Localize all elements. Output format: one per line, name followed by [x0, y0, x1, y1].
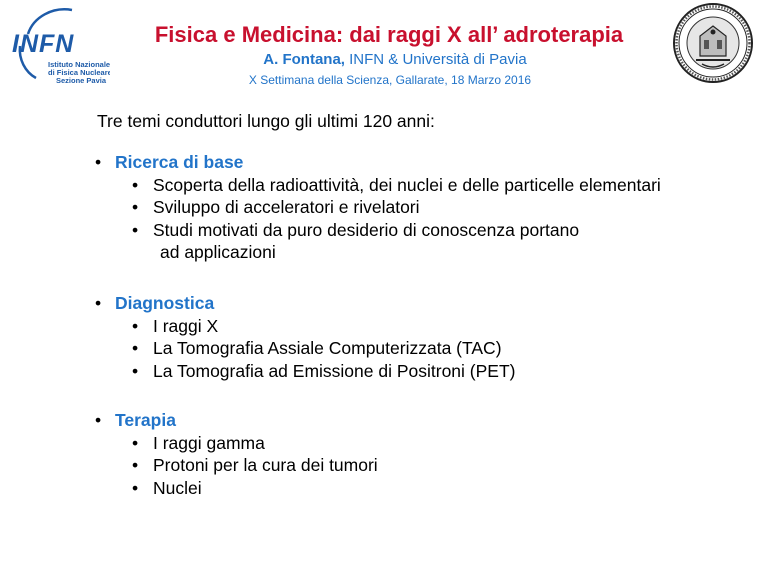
- bullet-icon: •: [132, 338, 139, 358]
- intro-text: Tre temi conduttori lungo gli ultimi 120 anni:: [97, 111, 435, 131]
- section-title: Terapia: [115, 410, 176, 430]
- section-heading: [90, 409, 378, 432]
- university-seal-icon: [672, 2, 754, 84]
- list-item: [90, 337, 515, 360]
- author-affiliation: INFN & Università di Pavia: [344, 51, 527, 68]
- list-item-text: Nuclei: [153, 477, 202, 498]
- list-item-text: Scoperta della radioattività, dei nuclei e delle particelle elementari: [153, 174, 661, 195]
- slide-title: Fisica e Medicina: dai raggi X all’ adroterapia: [154, 22, 624, 47]
- event-subtitle: X Settimana della Scienza, Gallarate, 18 Marzo 2016: [248, 73, 532, 87]
- list-item: [90, 454, 378, 477]
- list-item-text: I raggi X: [153, 315, 219, 336]
- list-item-text: Protoni per la cura dei tumori: [153, 455, 378, 475]
- infn-brand: INFN: [12, 30, 75, 58]
- author-name: A. Fontana,: [263, 51, 345, 68]
- list-item: [90, 174, 661, 197]
- bullet-icon: •: [132, 360, 139, 381]
- list-item: [90, 432, 378, 455]
- bullet-icon: •: [132, 315, 139, 336]
- list-item: [90, 360, 515, 383]
- bullet-icon: •: [132, 174, 139, 195]
- infn-logo: [6, 4, 110, 86]
- list-item: [90, 196, 661, 219]
- section-terapia: [90, 409, 378, 499]
- list-item-text: Sviluppo di acceleratori e rivelatori: [153, 197, 420, 217]
- author-line: [240, 51, 550, 68]
- section-ricerca: [90, 151, 661, 264]
- list-item: [90, 315, 515, 338]
- section-title: Diagnostica: [115, 293, 215, 313]
- list-item-text: Studi motivati da puro desiderio di conoscenza portano: [153, 219, 580, 240]
- bullet-icon: •: [95, 152, 102, 172]
- section-heading: [90, 292, 515, 315]
- infn-caption-2: di Fisica Nucleare: [48, 68, 110, 77]
- bullet-icon: •: [132, 455, 139, 475]
- list-item-text: La Tomografia ad Emissione di Positroni (PET): [153, 360, 516, 381]
- list-item-continuation: ad applicazioni: [160, 242, 276, 262]
- list-item: [90, 477, 378, 500]
- bullet-icon: •: [95, 410, 102, 430]
- section-title: Ricerca di base: [115, 152, 244, 172]
- bullet-icon: •: [132, 477, 139, 498]
- list-item: [90, 219, 661, 242]
- bullet-icon: •: [132, 197, 139, 217]
- infn-caption-1: Istituto Nazionale: [48, 60, 110, 69]
- section-diagnostica: [90, 292, 515, 382]
- bullet-icon: •: [95, 293, 102, 313]
- infn-caption-3: Sezione Pavia: [56, 76, 107, 85]
- bullet-icon: •: [132, 432, 139, 453]
- list-item-text: I raggi gamma: [153, 432, 265, 453]
- section-heading: [90, 151, 661, 174]
- bullet-icon: •: [132, 219, 139, 240]
- list-item-text: La Tomografia Assiale Computerizzata (TAC): [153, 338, 502, 358]
